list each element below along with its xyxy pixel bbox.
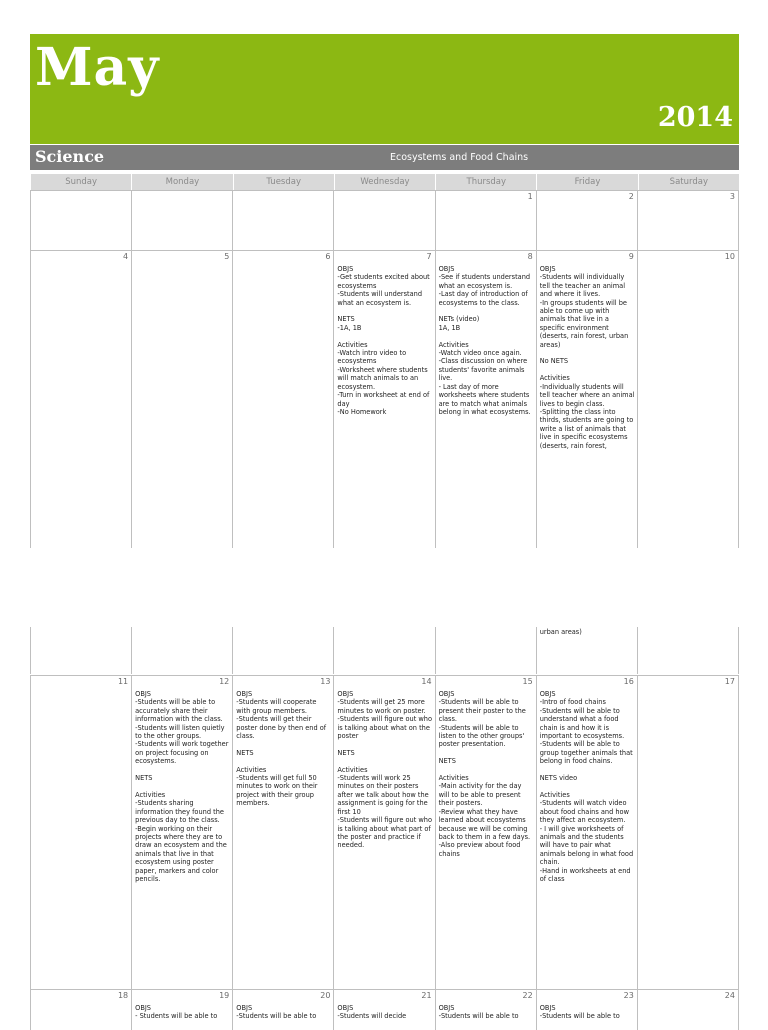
day-cell xyxy=(435,191,536,250)
weekday-thursday: Thursday xyxy=(435,174,536,190)
day-number: 23 xyxy=(623,991,634,1000)
weekday-wednesday: Wednesday xyxy=(334,174,435,190)
day-cell xyxy=(333,990,434,1030)
day-notes: OBJS -Students will be able to present their poster to the class. -Students will be able to listen to the other groups' poster presentation. NETS Activities -Main activity for the day will to be able to present their posters. -Review what they have learned about ecosystems because we will be coming back to them in a few days. -Also preview about food chains xyxy=(438,690,531,858)
day-number: 5 xyxy=(224,252,230,261)
weekday-tuesday: Tuesday xyxy=(233,174,334,190)
day-number: 4 xyxy=(123,252,129,261)
day-cell xyxy=(131,676,232,989)
weekday-monday: Monday xyxy=(131,174,232,190)
day-number: 3 xyxy=(729,192,735,201)
day-number: 22 xyxy=(522,991,533,1000)
day-cell xyxy=(30,676,131,989)
month-banner xyxy=(30,34,739,144)
day-notes: OBJS - Students will be able to xyxy=(135,1004,218,1021)
day-cell xyxy=(131,251,232,548)
day-cell xyxy=(30,990,131,1030)
day-cell xyxy=(333,251,434,548)
day-cell xyxy=(30,251,131,548)
page-break xyxy=(0,548,768,626)
day-number: 17 xyxy=(724,677,735,686)
day-notes: OBJS -Students will be able to xyxy=(236,1004,317,1021)
day-number: 14 xyxy=(421,677,432,686)
day-cell xyxy=(435,627,536,674)
day-cell xyxy=(637,676,739,989)
day-number: 11 xyxy=(117,677,129,686)
day-notes: OBJS -Students will be able to xyxy=(539,1004,620,1021)
week-row xyxy=(30,675,739,989)
day-number: 7 xyxy=(426,252,432,261)
day-number: 9 xyxy=(628,252,634,261)
day-cell xyxy=(637,990,739,1030)
subject-label: Science xyxy=(35,147,105,166)
day-cell xyxy=(536,627,637,674)
weekday-saturday: Saturday xyxy=(638,174,739,190)
day-cell xyxy=(232,627,333,674)
day-cell xyxy=(536,990,637,1030)
day-notes: OBJS -Intro of food chains -Students will be able to understand what a food chain is and how it is important to ecosystems. -Students will be able to group together animals that belong in food chains. NETS video Activities -Students will watch video about food chains and how they affect an ecosystem. - I will give worksheets of animals and the students will have to pair what animals belong in what food chain. -Hand in worksheets at end of class xyxy=(539,690,634,883)
day-cell xyxy=(232,251,333,548)
day-number: 1 xyxy=(527,192,533,201)
day-cell xyxy=(536,191,637,250)
day-cell xyxy=(333,191,434,250)
day-cell xyxy=(333,627,434,674)
day-number: 13 xyxy=(320,677,331,686)
week-row-continued xyxy=(30,627,739,674)
day-number: 15 xyxy=(522,677,533,686)
day-notes: OBJS -Get students excited about ecosystems -Students will understand what an ecosystem is. NETS -1A, 1B Activities -Watch intro video to ecosystems -Worksheet where students will match animals to an ecosystem. -Turn in worksheet at end of day -No Homework xyxy=(337,265,430,416)
weekday-header xyxy=(30,174,739,190)
day-notes: OBJS -Students will individually tell the teacher an animal and where it lives. -In groups students will be able to come up with animals that live in a specific environment (deserts, rain forest, urban areas) No NETS Activities -Individually students will tell teacher where an animal lives to begin class. -Splitting the class into thirds, students are going to write a list of animals that live in specific ecosystems (deserts, rain forest, xyxy=(539,265,635,450)
day-number: 19 xyxy=(219,991,230,1000)
weekday-sunday: Sunday xyxy=(30,174,131,190)
day-number: 18 xyxy=(117,991,129,1000)
day-notes: OBJS -See if students understand what an ecosystem is. -Last day of introduction of ecosystems to the class. NETs (video) 1A, 1B Activities -Watch video once again. -Class discussion on where students' favorite animals live. - Last day of more worksheets where students are to match what animals belong in what ecosystems. xyxy=(438,265,531,416)
day-cell xyxy=(232,676,333,989)
day-cell xyxy=(435,676,536,989)
day-cell xyxy=(30,627,131,674)
day-notes: urban areas) xyxy=(539,628,582,636)
day-notes: OBJS -Students will be able to accurately share their information with the class. -Students will listen quietly to the other groups. -Students will work together on project focusing on ecosystems. NETS Activities -Students sharing information they found the previous day to the class. -Begin working on their projects where they are to draw an ecosystem and the animals that live in that ecosystem using poster paper, markers and color pencils. xyxy=(135,690,229,883)
subject-bar xyxy=(30,145,739,170)
day-number: 6 xyxy=(325,252,331,261)
day-number: 8 xyxy=(527,252,533,261)
day-notes: OBJS -Students will get 25 more minutes to work on poster. -Students will figure out who is talking about what on the poster NETS Activities -Students will work 25 minutes on their posters after we talk about how the assignment is going for the first 10 -Students will figure out who is talking about what part of the poster and practice if needed. xyxy=(337,690,433,850)
day-notes: OBJS -Students will decide xyxy=(337,1004,407,1021)
day-cell xyxy=(435,990,536,1030)
day-cell xyxy=(637,191,739,250)
day-cell xyxy=(435,251,536,548)
day-cell xyxy=(536,676,637,989)
day-cell xyxy=(131,191,232,250)
day-number: 16 xyxy=(623,677,634,686)
year-label: 2014 xyxy=(657,102,733,133)
day-number: 12 xyxy=(219,677,230,686)
week-row xyxy=(30,250,739,549)
day-cell xyxy=(131,627,232,674)
day-cell xyxy=(30,191,131,250)
day-number: 24 xyxy=(724,991,735,1000)
day-cell xyxy=(637,627,739,674)
day-number: 20 xyxy=(320,991,331,1000)
day-cell xyxy=(536,251,637,548)
day-notes: OBJS -Students will be able to xyxy=(438,1004,519,1021)
week-row xyxy=(30,190,739,250)
day-cell xyxy=(232,191,333,250)
day-cell xyxy=(333,676,434,989)
month-title: May xyxy=(35,37,160,98)
day-number: 2 xyxy=(628,192,634,201)
day-number: 21 xyxy=(421,991,432,1000)
weekday-friday: Friday xyxy=(536,174,637,190)
day-number: 10 xyxy=(724,252,735,261)
day-cell xyxy=(637,251,739,548)
day-notes: OBJS -Students will cooperate with group members. -Students will get their poster done by then end of class. NETS Activities -Students will get full 50 minutes to work on their project with their group members. xyxy=(236,690,327,808)
day-cell xyxy=(131,990,232,1030)
unit-title: Ecosystems and Food Chains xyxy=(390,152,529,163)
day-cell xyxy=(232,990,333,1030)
